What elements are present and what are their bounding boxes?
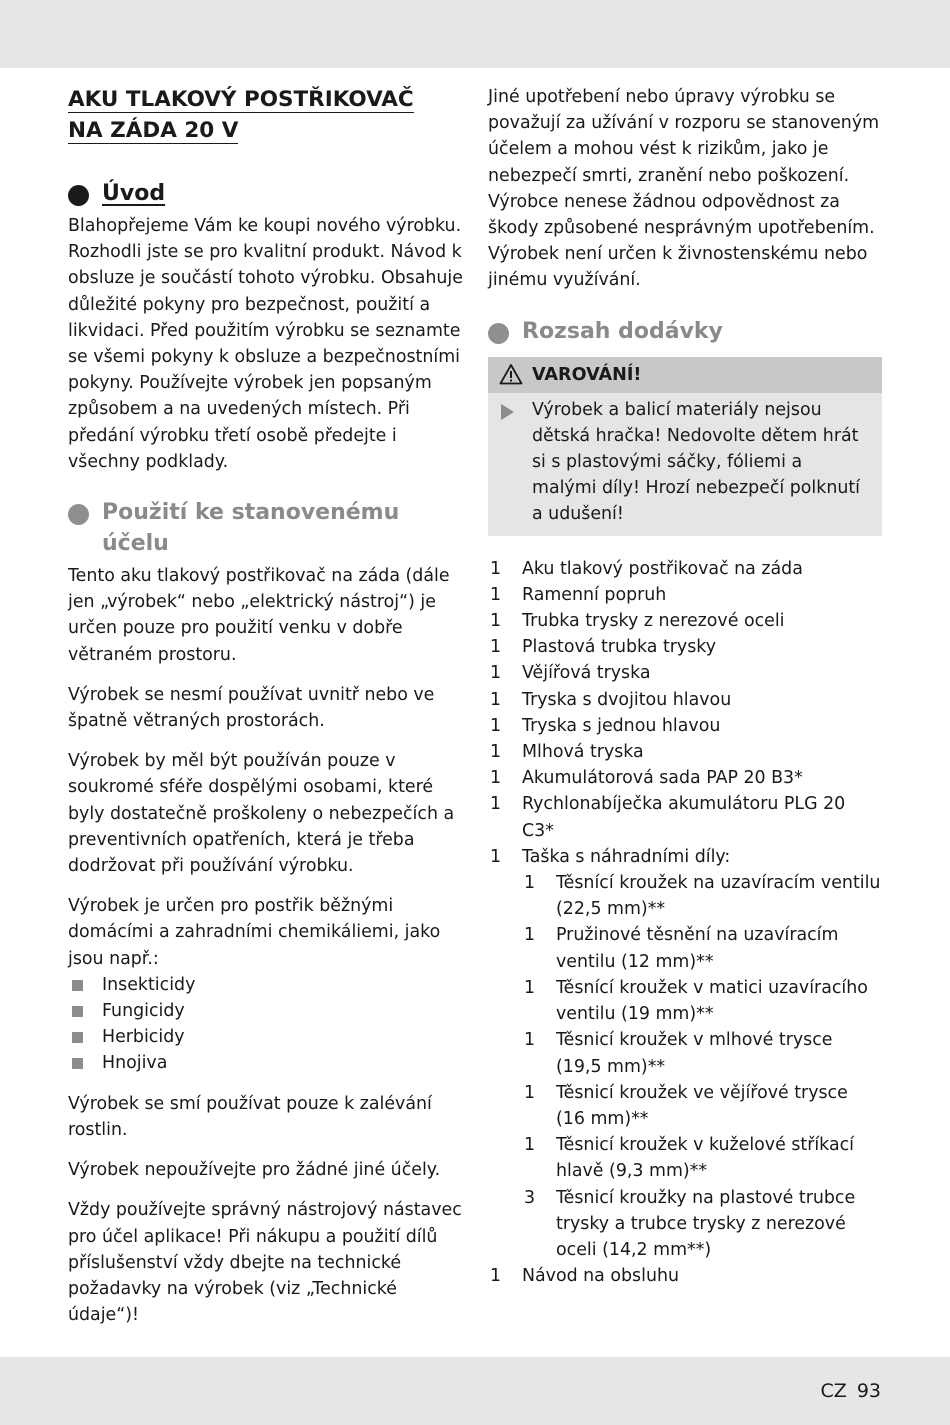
intro-paragraph: Blahopřejeme Vám ke koupi nového výrobku. Rozhodli jste se pro kvalitní produkt. Návod k obsluze je součástí tohoto výrobku. Obsahuje důležité pokyny pro bezpečnost, použití a likvidaci. Před použitím výrobku se seznamte se všemi pokyny k obsluze a bezpečnostními pokyny. Používejte výrobek jen popsaným způsobem a na uvedených místech. Při předání výrobku třetí osobě předejte i všechny podklady. bbox=[68, 216, 463, 472]
square-bullet-icon bbox=[72, 1006, 83, 1017]
square-bullet-icon bbox=[72, 1058, 83, 1069]
title-line-1: AKU TLAKOVÝ POSTŘIKOVAČ bbox=[68, 87, 414, 112]
bullet-dot-icon bbox=[68, 185, 89, 206]
page-footer bbox=[821, 1380, 881, 1402]
list-item: 1 Pružinové těsnění na uzavíracím ventilu (12 mm)** bbox=[524, 925, 839, 972]
list-item: 1 Těsnicí kroužek ve vějířové trysce (16 mm)** bbox=[524, 1082, 848, 1129]
footer-band bbox=[0, 1357, 950, 1425]
list-item: 1 Tryska s dvojitou hlavou bbox=[490, 689, 732, 710]
document-title bbox=[68, 84, 468, 146]
list-item: 1 Těsnicí kroužek v kuželové stříkací hlavě (9,3 mm)** bbox=[524, 1135, 854, 1182]
list-item: 1 Těsnící kroužek v matici uzavíracího ventilu (19 mm)** bbox=[524, 977, 868, 1025]
list-item: 1 Tryska s jednou hlavou bbox=[490, 715, 721, 736]
square-bullet-icon bbox=[72, 980, 83, 991]
square-bullet-icon bbox=[72, 1032, 83, 1043]
use-paragraph-4: Výrobek je určen pro postřik běžnými domácími a zahradními chemikáliemi, jako jsou např.: bbox=[68, 896, 441, 969]
warning-body bbox=[488, 393, 882, 536]
scope-heading-text: Rozsah dodávky bbox=[522, 318, 723, 344]
intended-use-heading bbox=[68, 497, 468, 559]
arrow-right-icon bbox=[501, 404, 514, 420]
list-item: Herbicidy bbox=[68, 1024, 468, 1050]
list-item: 1 Plastová trubka trysky bbox=[490, 637, 717, 658]
use-paragraph-5: Výrobek se smí používat pouze k zalévání rostlin. bbox=[68, 1093, 432, 1140]
warning-title: VAROVÁNÍ! bbox=[532, 364, 642, 385]
header-band bbox=[0, 0, 950, 68]
use-paragraph-1: Tento aku tlakový postřikovač na záda (dále jen „výrobek“ nebo „elektrický nástroj“) je určen pouze pro použití venku v dobře větraném prostoru. bbox=[68, 566, 450, 665]
warning-triangle-icon bbox=[499, 363, 523, 385]
warning-header bbox=[488, 357, 882, 393]
warning-box bbox=[488, 357, 882, 536]
page-number: 93 bbox=[856, 1380, 881, 1402]
intended-use-heading-text: Použití ke stanovenému účelu bbox=[102, 500, 400, 557]
left-column bbox=[68, 84, 468, 1328]
list-item: 1 Rychlonabíječka akumulátoru PLG 20 C3* bbox=[490, 794, 846, 841]
list-item: 1 Taška s náhradními díly: bbox=[490, 846, 731, 867]
list-item: 1 Mlhová tryska bbox=[490, 742, 644, 763]
list-item: 1 Návod na obsluhu bbox=[490, 1266, 680, 1287]
warning-text: Výrobek a balicí materiály nejsou dětská hračka! Nedovolte dětem hrát si s plastovými sáčky, fóliemi a malými díly! Hrozí nebezpečí polknutí a udušení! bbox=[532, 399, 861, 525]
title-line-2: NA ZÁDA 20 V bbox=[68, 118, 239, 143]
list-item: 1 Akumulátorová sada PAP 20 B3* bbox=[490, 768, 803, 789]
use-paragraph-7: Vždy používejte správný nástrojový nástavec pro účel aplikace! Při nákupu a použití dílů příslušenství vždy dbejte na technické požadavky na výrobek (viz „Technické údaje“)! bbox=[68, 1200, 462, 1326]
scope-heading bbox=[488, 316, 882, 347]
list-item: 1 Trubka trysky z nerezové oceli bbox=[490, 611, 785, 632]
list-item: Hnojiva bbox=[68, 1050, 468, 1076]
list-item: 1 Těsnící kroužek na uzavíracím ventilu (22,5 mm)** bbox=[524, 873, 881, 920]
bullet-dot-icon bbox=[488, 323, 509, 344]
list-item: 1 Aku tlakový postřikovač na záda bbox=[490, 558, 803, 579]
list-item: Insekticidy bbox=[68, 972, 468, 998]
chemicals-list bbox=[68, 972, 468, 1077]
list-item: 1 Ramenní popruh bbox=[490, 584, 667, 605]
parts-list bbox=[488, 556, 882, 1290]
list-item: Fungicidy bbox=[68, 998, 468, 1024]
use-paragraph-2: Výrobek se nesmí používat uvnitř nebo ve špatně větraných prostorách. bbox=[68, 684, 435, 732]
use-paragraph-6: Výrobek nepoužívejte pro žádné jiné účely. bbox=[68, 1160, 441, 1181]
intro-heading-text: Úvod bbox=[102, 181, 166, 206]
language-code: CZ bbox=[820, 1380, 847, 1402]
list-item: 3 Těsnicí kroužky na plastové trubce trysky a trubce trysky z nerezové oceli (14,2 mm**) bbox=[524, 1187, 856, 1260]
list-item: 1 Těsnicí kroužek v mlhové trysce (19,5 mm)** bbox=[524, 1030, 833, 1077]
intro-heading bbox=[68, 178, 468, 209]
list-item: 1 Vějířová tryska bbox=[490, 663, 651, 684]
misuse-paragraph: Jiné upotřebení nebo úpravy výrobku se považují za užívání v rozporu se stanoveným účelem a mohou vést k rizikům, jako je nebezpečí smrti, zranění nebo poškození. Výrobce nenese žádnou odpovědnost za škody způsobené nesprávným upotřebením. Výrobek není určen k živnostenskému nebo jinému využívání. bbox=[488, 87, 880, 291]
bullet-dot-icon bbox=[68, 504, 89, 525]
right-column bbox=[488, 84, 882, 1289]
use-paragraph-3: Výrobek by měl být používán pouze v soukromé sféře dospělými osobami, které byly dostatečně proškoleny o nebezpečích a preventivních opatřeních, která je třeba dodržovat při používání výrobku. bbox=[68, 751, 455, 877]
